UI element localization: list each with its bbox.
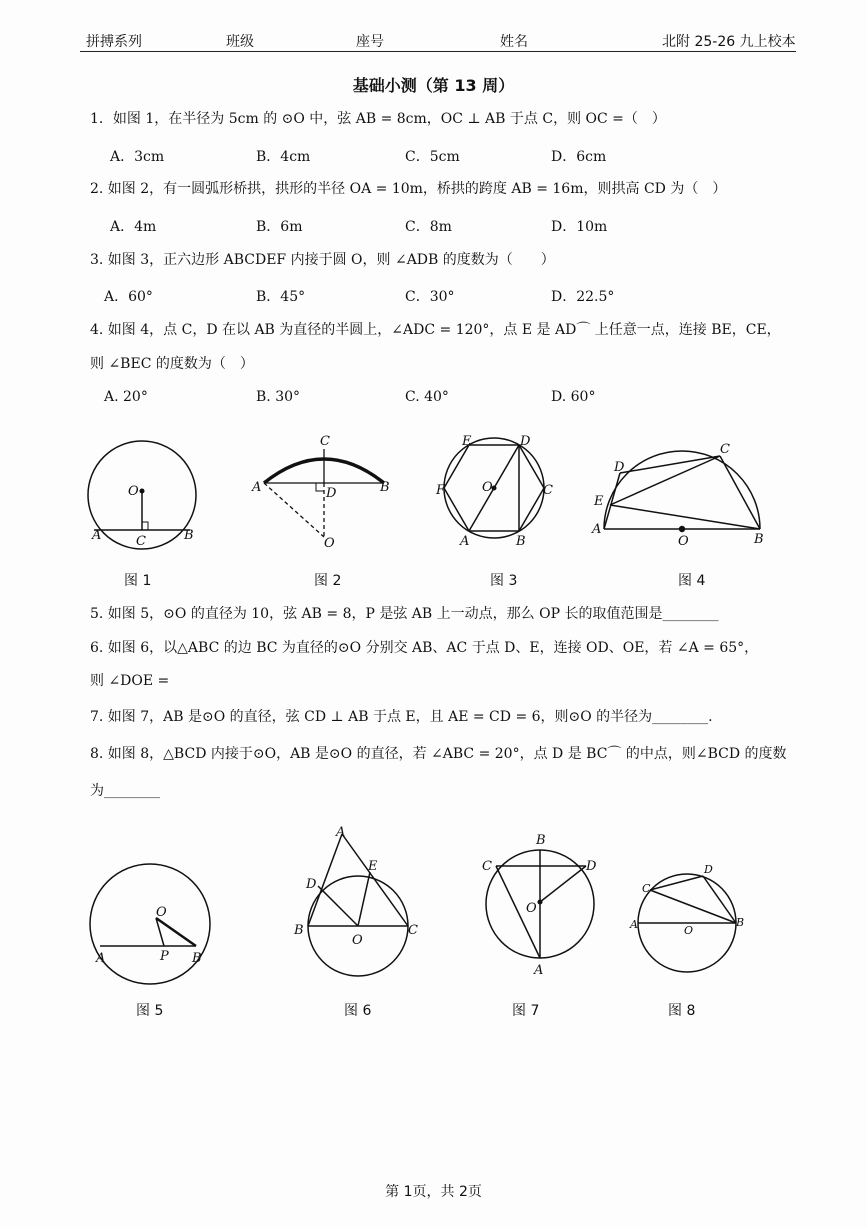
question-4-line2: 则 ∠BEC 的度数为（ ） [90, 356, 254, 372]
q1-option-d: D．6cm [551, 149, 607, 165]
q2-option-b: B．6m [256, 219, 303, 235]
caption-figure-8: 图 8 [668, 1003, 696, 1019]
header-name-label: 姓名 [500, 34, 528, 50]
fig8-label-b: B [736, 916, 745, 929]
question-8-line1: 8. 如图 8，△BCD 内接于⊙O，AB 是⊙O 的直径，若 ∠ABC = 20°，点 D 是 BC⌒ 的中点，则∠BCD 的度数 [90, 746, 787, 762]
q1-option-a: A．3cm [110, 149, 165, 165]
fig3-label-e: E [462, 434, 472, 449]
fig1-label-a: A [92, 528, 102, 543]
question-6-line2: 则 ∠DOE = [90, 673, 170, 689]
fig3-label-b: B [516, 534, 526, 549]
fig5-label-p: P [160, 949, 169, 964]
question-7: 7. 如图 7，AB 是⊙O 的直径，弦 CD ⊥ AB 于点 E，且 AE = CD = 6，则⊙O 的半径为________. [90, 709, 713, 725]
caption-figure-1: 图 1 [124, 573, 152, 589]
q3-option-b: B．45° [256, 289, 306, 305]
fig6-label-o: O [352, 933, 363, 948]
fig8-label-o: O [684, 924, 694, 937]
fig4-label-a: A [592, 522, 602, 537]
q2-option-c: C．8m [405, 219, 452, 235]
fig8-label-c: C [642, 882, 651, 895]
page-title: 基础小测（第 13 周） [352, 76, 515, 95]
page-footer: 第 1页，共 2页 [385, 1184, 482, 1200]
header-class-label: 班级 [226, 34, 254, 50]
header-edition: 北附 25-26 九上校本 [662, 34, 796, 50]
q1-option-b: B．4cm [256, 149, 311, 165]
fig2-label-a: A [252, 480, 262, 495]
fig2-label-o: O [324, 536, 335, 551]
figure-4-diagram [604, 451, 760, 532]
fig3-label-c: C [543, 483, 553, 498]
fig8-label-d: D [704, 863, 713, 876]
question-1: 1．如图 1，在半径为 5cm 的 ⊙O 中，弦 AB = 8cm，OC ⊥ AB 于点 C，则 OC =（ ） [90, 111, 666, 127]
fig8-label-a: A [630, 918, 638, 931]
fig4-label-b: B [754, 532, 764, 547]
figures-row-1 [80, 425, 800, 565]
question-2: 2. 如图 2，有一圆弧形桥拱，拱形的半径 OA = 10m，桥拱的跨度 AB = 16m，则拱高 CD 为（ ） [90, 181, 727, 197]
fig5-label-o: O [156, 905, 167, 920]
fig7-label-o: O [526, 901, 537, 916]
fig3-label-f: F [436, 483, 446, 498]
fig2-label-d: D [326, 486, 337, 501]
figure-6-diagram [308, 834, 408, 976]
q3-option-d: D．22.5° [551, 289, 615, 305]
caption-figure-2: 图 2 [314, 573, 342, 589]
figure-5-diagram [90, 864, 210, 984]
caption-figure-6: 图 6 [344, 1003, 372, 1019]
figure-8-diagram [638, 874, 736, 972]
q4-option-a: A. 20° [104, 389, 148, 405]
fig3-label-d: D [520, 434, 531, 449]
fig4-label-e: E [594, 494, 604, 509]
figures-row-2 [80, 822, 800, 992]
question-8-line2: 为________ [90, 783, 160, 799]
question-4-line1: 4. 如图 4，点 C，D 在以 AB 为直径的半圆上，∠ADC = 120°，点 E 是 AD⌒ 上任意一点，连接 BE，CE， [90, 322, 781, 338]
figure-1-diagram [88, 441, 196, 549]
fig4-label-d: D [614, 460, 625, 475]
fig7-label-a: A [534, 963, 544, 978]
question-5: 5. 如图 5，⊙O 的直径为 10，弦 AB = 8，P 是弦 AB 上一动点，那么 OP 长的取值范围是________ [90, 606, 719, 622]
fig2-label-c: C [320, 434, 330, 449]
header-series: 拼搏系列 [86, 34, 142, 50]
q4-option-b: B. 30° [256, 389, 301, 405]
q3-option-a: A．60° [104, 289, 153, 305]
fig5-label-a: A [96, 951, 106, 966]
figure-2-diagram [264, 449, 384, 537]
caption-figure-7: 图 7 [512, 1003, 540, 1019]
header-divider [80, 51, 796, 52]
fig6-label-d: D [306, 877, 317, 892]
q2-option-a: A．4m [110, 219, 157, 235]
fig6-label-a: A [336, 825, 346, 840]
question-6-line1: 6. 如图 6，以△ABC 的边 BC 为直径的⊙O 分别交 AB、AC 于点 D、E，连接 OD、OE，若 ∠A = 65°， [90, 640, 759, 656]
q3-option-c: C．30° [405, 289, 455, 305]
fig3-label-a: A [460, 534, 470, 549]
fig6-label-b: B [294, 923, 304, 938]
header-seat-label: 座号 [356, 34, 384, 50]
fig6-label-e: E [368, 859, 378, 874]
figure-3-diagram [444, 438, 544, 538]
question-3: 3. 如图 3，正六边形 ABCDEF 内接于圆 O，则 ∠ADB 的度数为（ ） [90, 252, 555, 268]
caption-figure-4: 图 4 [678, 573, 706, 589]
fig7-label-c: C [482, 859, 492, 874]
fig1-label-c: C [136, 534, 146, 549]
fig1-label-o: O [128, 484, 139, 499]
fig7-label-b: B [536, 833, 546, 848]
fig4-label-o: O [678, 534, 689, 549]
q1-option-c: C．5cm [405, 149, 460, 165]
fig2-label-b: B [380, 480, 390, 495]
figure-7-diagram [486, 850, 594, 958]
q4-option-c: C. 40° [405, 389, 449, 405]
q2-option-d: D．10m [551, 219, 608, 235]
fig4-label-c: C [720, 442, 730, 457]
fig3-label-o: O [482, 480, 493, 495]
fig5-label-b: B [192, 951, 202, 966]
caption-figure-5: 图 5 [136, 1003, 164, 1019]
fig6-label-c: C [408, 923, 418, 938]
fig1-label-b: B [184, 528, 194, 543]
fig7-label-d: D [586, 859, 597, 874]
caption-figure-3: 图 3 [490, 573, 518, 589]
q4-option-d: D. 60° [551, 389, 596, 405]
